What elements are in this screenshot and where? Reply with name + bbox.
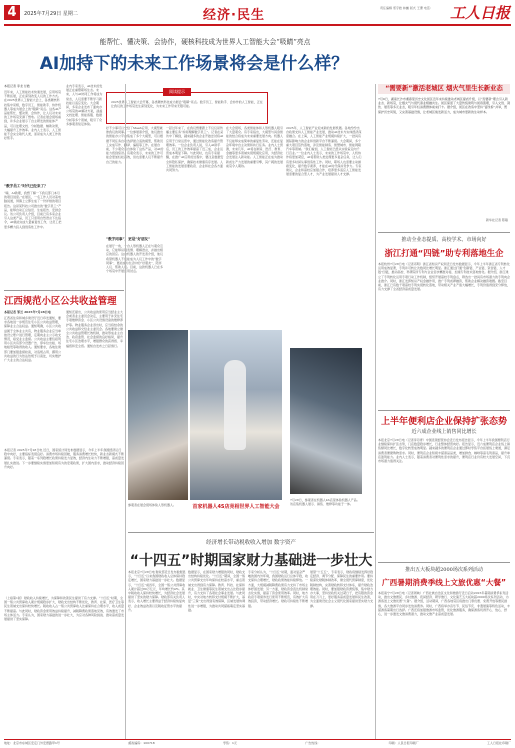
left-story-body-col1: 江西省住房和城乡建设厅近日印发通知，要求各地进一步规范住宅小区公共收益管理，保障业主合法权益。通知明确，小区公共收益属于全体业主共有，物业服务企业应当单独设立账户进行管理，定期向业主公示收支情况，接受业主监督。公共收益主要包括利用小区共有部分设置广告、停车位出租、场地租赁等取得的收入。通知要求，各地住建部门要加强监督检查，对违规占用、挪用公共收益的行为依法依规予以查处，切实维护广大业主的合法权益。 (4, 316, 62, 363)
reading-tip-label: 阅读提示 (163, 88, 191, 96)
footer-printer: 印刷：人民日报印刷厂 (388, 741, 419, 745)
bottom-story-rule (128, 532, 374, 533)
bottom-headline: “十四五”时期国家财力基础进一步壮大 (129, 553, 373, 569)
right-story2-body: 本报北京7月28日电（记者李丹青）中国连锁经营协会近日发布报告显示，今年上半年我国便利店行业继续保持扩张态势，门店数量稳步增长，行业整体经营向好。报告显示，近六成便利店企业线上销售额同比增长，数字化转型成效明显。越来越多的便利店企业通过即时零售平台拓展线上渠道，满足消费者便捷购物需求。同时，便利店企业积极丰富商品品类，增加鲜食、咖啡等高毛利商品，提升单店盈利能力。业内人士表示，随着消费者对便利性需求的提升，便利店行业仍有较大发展空间，下沉市场潜力值得关注。 (378, 438, 510, 464)
bottom-body-col3: 专家分析认为，“十四五”时期，面对复杂严峻的国内外环境，我国财政运行总体平稳，收支保持合理增长，财政政策效能持续释放。一方面，大规模减税降费政策有力支持了市场主体纾困发展；另一方面，财政资金直达机制常态化实施，提高了资金使用效率。同时，地方政府专项债券发行使用不断规范，有效扩大有效投资，带动经济增长。财政可持续性不断增强。 (248, 570, 308, 608)
footer-postcode: 邮政编码：100718 (128, 741, 155, 745)
main-body-col1b: “嗨，AI助理，我想了解一下我们部门本月的项目进度。”在展区，一名工作人员对着电脑说道，屏幕上立即生成了一份详细的项目报告。这是某科技公司推出的“数字员工”产品，能够自动汇总信息、生成报告、安排会议。该公司负责人介绍，目前已有多家企业引入这类产品，员工只需用自然语言下达指令，AI就能完成大量重复性工作，让员工把更多精力投入到创造性工作中。 (4, 191, 62, 229)
footer-printer-2: 工人日报社印刷厂 (486, 741, 511, 745)
photo-left-caption: 参观者在展会现场体验人形机器人。 (128, 503, 177, 507)
main-body-col6: 2025年，人工智能产业迎来新的发展机遇。各地纷纷出台政策支持人工智能产业发展，推动AI技术与实体经济深度融合。在上海，人工智能产业规模持续扩大，一批具有国际影响力的企业和创新平台不断涌现。大会期间，多个重大项目签约落地，涉及智能制造、智慧城市、智能网联汽车等领域。“我们看到，人工智能已经从实验室走向千行百业。”一位业内人士表示，未来的工作场景中，人机协作将更加紧密，AI将帮助人类处理更多复杂任务，让人们有更多时间从事创造性工作。同时，职场人也需要主动拥抱变化，提升数字素养，才能在AI时代保持竞争力。专家建议，企业和高校应加强合作，培养更多适应人工智能发展需要的复合型人才，为产业发展提供人才支撑。 (286, 126, 362, 177)
right-story1-kicker: 推动全业态提质、高校学术、市场向好 (401, 237, 487, 243)
section-head-2: “数字同事”，更是“好朋友” (106, 237, 151, 241)
photo-robot-4s (190, 330, 282, 500)
photo-robot-left (128, 330, 188, 500)
footer-price: 零售：1元 (223, 741, 237, 745)
photo-caption-4s: 首家机器人4S店亮相世界人工智能大会 (192, 504, 280, 510)
right-story2-headline: 上半年便利店企业保持扩张态势 (380, 417, 507, 427)
sidebar-top (378, 84, 510, 224)
page-number-badge (4, 5, 20, 20)
right-story3-kicker: 推出五大板块超2000场次系列活动 (405, 567, 483, 573)
bottom-body-col1: 本报北京7月28日电 财政部近日发布数据显示，“十四五”以来我国财政收入总体保持稳定增长，国家财力基础进一步壮大。数据显示，“十四五”前四年，全国一般公共预算收入累计超过80万亿元，年均增长约4%。其中税收收入保持较快增长，为经济社会发展提供了坚实的财力保障。财政部有关负责人表示，收入增长主要得益于经济持续恢复向好、企业效益改善以及税收征管水平的提升。 (128, 570, 186, 612)
right-story1-body: 本报杭州7月28日电（记者邓明）浙江省知识产权局近日发布数据显示，今年上半年浙江省专利转化运用成效显著，专利许可转让次数同比增长明显。浙江通过打通“创新链、产业链、资金链、人才链”四链，推动高校、科研院所专利与企业需求精准对接，加速专利技术落地转化。据介绍，浙江建立了专利转化运用专项行动工作机制，组织开展高校专利盘点，筛选出一批具有市场潜力的专利向企业推介。同时，浙江发挥知识产权金融作用，推广专利质押融资，帮助企业解决融资难题。截至目前，浙江已有数千项高校专利实现转化落地，带动相关产业产值大幅增长，专利价值得到充分释放，有力支撑了全省经济高质量发展。 (378, 262, 510, 292)
right-story1-headline: 浙江打通“四链”助专利落地生企 (384, 248, 504, 258)
sidebar-top-headline: “需要新”激活老城区 烟火气里生长新业态 (378, 84, 510, 94)
right-story2-rule (378, 410, 510, 411)
robot-figure (224, 360, 246, 450)
right-story2-subhead: 近六成企业线上销售同比增长 (411, 429, 477, 435)
main-body-col4: 一起过年来了，在我们想要跟上不仅仅是传播主要任务“如何理解数字员工”。记者在采访中了解到，越来越多的企业开始尝试将AI应用于日常运营中，通过智能化改造提升管理效率。一位企业负责人说，引入AI助手后，员工的工作效率提高了近三成，企业运营成本明显下降。与此同时，也有专家提醒，在推广AI应用的过程中，要注意数据安全和隐私保护，确保技术健康有序发展。人工智能的发展需要政府、企业和社会各方面共同努力。 (166, 126, 224, 173)
footer-rule (4, 739, 511, 740)
main-body-col1: 近年来，人工智能技术快速发展，应用场景不断拓展，正在深刻改变人们的工作方式。在2025世界人工智能大会上，各类硬核科技集中亮相，数字员工、智能助手、协作机器人等成为展会上的“吸睛”亮点。这些AI产品能帮忙、懂决策、会协作，让人们对未来的工作场景充满了想象。记者在展会现场看到，许多企业展示了自主研发的智能体产品，可以处理文档、分析数据、辅助决策，大幅提升工作效率。业内人士表示，人工智能不会完全取代人类，而是成为人类工作的好帮手。 (4, 90, 62, 141)
main-body-col3: 好不少事可以交给了MaaS应用，大模型就像我们的同事。一位参展商介绍，他们推出的智能办公平台集成了多个大模型，可以根据不同任务自动选择最合适的模型，帮助员工完成写作、翻译、编程等工作。在展台前，不少观众亲自体验了这些产品，对AI的能力感到惊讶。有观众表示，未来的工作可能会更加轻松高效，但也需要人们不断提升自己的能力。 (106, 126, 164, 164)
left-story-body-col3: 本报记者 2025年7月28日电 近日，国家统计局发布数据显示，今年上半年我国经济运行稳中向好，主要指标表现良好。消费市场持续回暖，服务消费增长较快，新业态新模式不断涌现。专家表示，随着一系列稳增长政策持续发力显效，经济内生动力不断增强，高质量发展扎实推进。下一步要继续实施更加积极有为的宏观政策，扩大国内需求，推动经济持续回升向好。 (4, 448, 124, 469)
left-story-body-col4: （上接第1版）财政收入持续增长，为保障和改善民生提供了有力支撑。“十四五”时期，全国一般公共预算收入累计规模稳步扩大，财政支出结构不断优化，教育、社保、医疗卫生等民生领域支出保持较快增长。税收收入占一般公共预算收入比重保持在合理水平，收入质量不断提高。与此同时，财政资金使用效益持续提升，减税降费政策落地见效，有效激发了市场主体活力。专家认为，国家财力基础的进一步壮大，为应对各种风险挑战、推动高质量发展提供了坚实保障。 (4, 596, 124, 622)
reading-tip-box (106, 89, 268, 124)
photo-caption-body: 7月28日，参观者在机器人4S店里体验机器人产品。该店集机器人展示、销售、维修等功能于一体。 (290, 498, 360, 507)
right-story3-rule (378, 562, 510, 563)
bottom-kicker: 经济增长带动税收收入增加 数字资产 (206, 540, 296, 546)
masthead-logo: 工人日报 (450, 4, 511, 22)
footer-ads: 广告热线： (305, 741, 321, 745)
issue-date: 2025年7月29日 星期二 (24, 11, 78, 17)
header-rule (4, 24, 511, 26)
right-story1-rule (378, 232, 510, 233)
editor-info: 责任编辑 邢宇皓 林巍 版式 王珊 电话： (380, 6, 433, 10)
left-story-headline: 江西规范小区公共收益管理 (4, 296, 117, 307)
main-headline: AI加持下的未来工作场景将会是什么样？ (39, 54, 349, 74)
bottom-body-col4: 展望“十五五”，专家表示，财政将继续发挥好稳定经济、调节分配、保障民生的重要作用。要持续深化财税体制改革，健全现代预算制度，优化税制结构，完善财政转移支付体系，提升财政治理效能。同时，要加强财政资源统筹，集中财力办大事，坚持党政机关过紧日子，把有限的资金用在刀刃上，更好服务高质量发展和民生改善，为全面建设社会主义现代化国家提供坚实财力支撑。 (310, 570, 374, 608)
right-story3-body: 本报南宁7月28日电（记者周映）广西壮族自治区文化和旅游厅近日启动2025年暑期消费季系列活动，推出文旅惠民、乡村旅游、夜间经济、研学旅行、文化演艺五大板块超2000场次系列活动，为游客送上文旅优惠“大餐”。据介绍，活动期间，广西各地景区将推出门票优惠、免费开放等惠民措施，各大旅游平台同步发放消费券。同时，广西将举办音乐节、民俗节庆、非遗展演等特色活动，丰富游客暑期出行选择。广西还将加强旅游市场监管，优化旅游服务，确保游客玩得开心、放心、舒心，进一步激发文旅消费潜力，推动文旅产业高质量发展。 (378, 591, 510, 617)
section-title: 经济·民生 (203, 8, 265, 23)
main-body-col3b: 在展厅一角，一台人形机器人正在与观众互动，它能够识别表情、理解语言，并做出相应的回应。这台机器人的开发者介绍，他们希望机器人不仅能成为人们工作中的“数字同事”，更能成为生活中的“好朋友”，陪伴人们、帮助人们。目前，这款机器人已在多个场景中开展应用试点。 (106, 244, 164, 274)
divider-left (125, 84, 126, 739)
reading-tip-text: 2025世界人工智能大会开幕，各类硬核科技成为展会“吸睛”亮点。数字员工、智能助手、会协作的人工智能，正在让我们的工作场景发生深刻变化，为未来工作带来无限可能。 (111, 100, 263, 109)
left-story-byline: 本报记者 邹兰 2025年7月28日电 (4, 310, 51, 314)
footer-address: 地址：北京市东城区安定门外安德路甲1号 (4, 741, 60, 745)
main-body-col2: 业内专家表示，AI技术的发展正在重塑职场生态。未来，人与AI协同工作将成为常态，人们需要不断学习新技能以适应变化。大会期间，多家企业发布了面向办公场景的AI解决方案，涵盖文档处理、智能客服、数据分析等多个领域，吸引了众多参观者驻足体验。 (66, 84, 103, 126)
main-body-col5: 在大会现场，各类智能体和人形机器人吸引了大量观众。有专家指出，大模型与具身智能的结合将成为未来重要发展方向。机器人不仅能够完成简单的重复性劳动，还能在复杂环境中自主决策和执行任务。业内人士预测，未来几年，AI将在制造、医疗、教育、金融等更多领域实现规模化应用，为经济社会发展注入新动能。人工智能正在成为推动新质生产力发展的重要引擎，其广阔的发展前景令人期待。 (226, 126, 284, 168)
page-number: 4 (7, 5, 17, 20)
sidebar-top-body: 7月9日，湖南长沙市湘春里历史文化街区近年来持续推动老城区提质升级，以“需要新”理念引入新业态、新场景，让烟火气与现代商业相融共生。街区保留了大量传统建筑与街巷肌理，引入文创、餐饮、展览等多元业态，吸引年轻消费群体前来打卡。据介绍，街区在改造中坚持“留改拆”并举，既保护历史风貌，又完善基础设施，让老城区焕发新活力，成为城市更新的生动样本。 (378, 97, 510, 114)
footer (4, 741, 511, 747)
left-story-body-col2: 通知还提出，公共收益的使用应当经业主大会或者业主委员会决定，主要用于补充住宅专项维修资金、小区公共设施设备的维修养护等。物业服务企业退出时，应当将结余的公共收益移交给业主委员会。各地要建立健全公共收益管理长效机制，推动形成业主自治、政府监管、社会监督的良好格局，提升住宅小区治理水平，增强群众的获得感、幸福感和安全感。通知自发布之日起施行。 (66, 310, 124, 348)
photo-robot-right (290, 348, 362, 494)
bottom-body-col2: 数据显示，在国家财力增强的同时，财政支出结构持续优化。“十四五”期间，全国一般公共预算支出年均保持在较高水平，重点领域支出得到有力保障。教育、科技、社保和就业、卫生健康等民生领域支出占比稳步提升，有力支持了各项社会事业发展。与此同时，中央对地方转移支付规模不断扩大，基层“三保”支出得到有效保障，区域发展协调性进一步增强，为推动共同富裕奠定坚实基础。 (188, 570, 246, 612)
sidebar-top-byline: 新华社记者 陈聪 (486, 217, 508, 222)
divider-right (375, 84, 376, 739)
section-head-1: “数字员工”时代已经来了？ (4, 184, 48, 188)
right-story3-headline: 广西暑期消费季线上文旅优惠“大餐” (382, 578, 506, 587)
main-byline: 本报记者 李龙 甘皓 (4, 84, 30, 88)
main-kicker: 能帮忙、懂决策、会协作，硬核科技成为世界人工智能大会“吸睛”亮点 (99, 38, 311, 46)
